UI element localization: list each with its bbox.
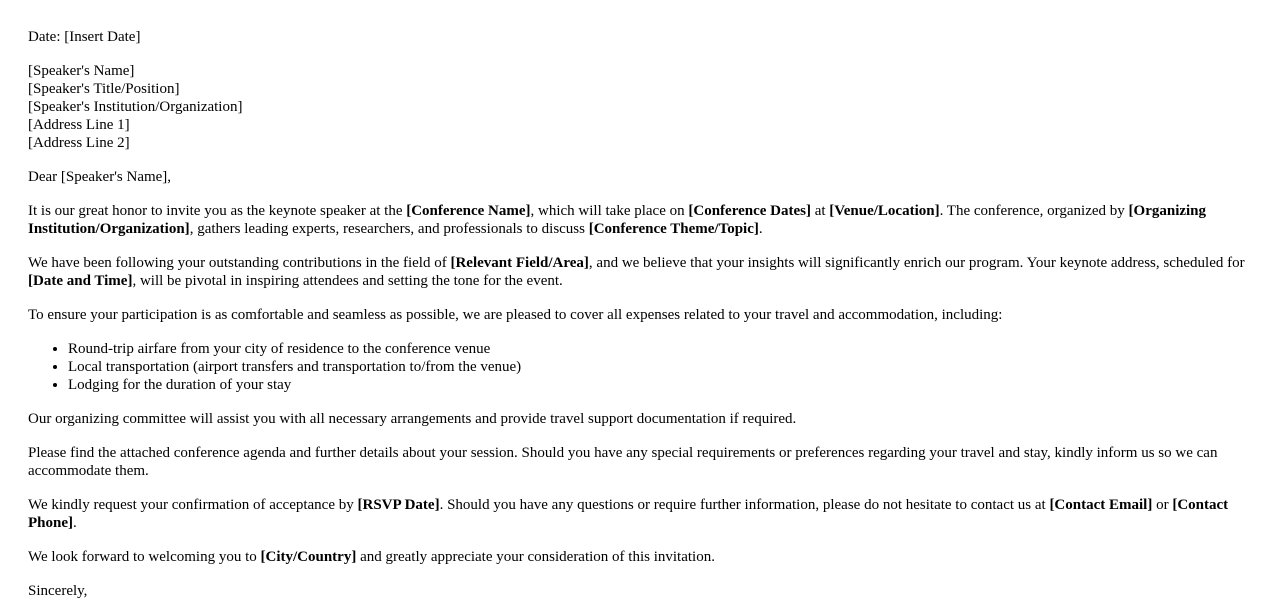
text: . Should you have any questions or require further information, please do not hesitate to contact us at <box>439 497 1050 513</box>
recipient-address <box>28 62 1250 152</box>
text: , which will take place on <box>530 203 689 219</box>
text: We kindly request your confirmation of acceptance by <box>28 497 358 513</box>
text: . <box>73 515 77 531</box>
paragraph-invitation <box>28 202 1250 238</box>
placeholder-theme: [Conference Theme/Topic] <box>588 221 759 237</box>
text: and greatly appreciate your consideration of this invitation. <box>356 549 715 565</box>
text: . The conference, organized by <box>939 203 1129 219</box>
paragraph-contributions <box>28 254 1250 290</box>
text: , will be pivotal in inspiring attendees and setting the tone for the event. <box>132 273 563 289</box>
address-line-2: [Address Line 2] <box>28 135 130 151</box>
address-line-institution: [Speaker's Institution/Organization] <box>28 99 243 115</box>
address-line-title: [Speaker's Title/Position] <box>28 81 180 97</box>
placeholder-rsvp-date: [RSVP Date] <box>357 497 440 513</box>
paragraph-welcome <box>28 548 1250 566</box>
closing: Sincerely, <box>28 583 88 599</box>
text: at <box>810 203 830 219</box>
text: It is our great honor to invite you as the keynote speaker at the <box>28 203 407 219</box>
placeholder-organizer: [Organizing Institution/Organization] <box>28 203 1207 237</box>
paragraph-agenda: Please find the attached conference agenda and further details about your session. Should you have any special requirements or preferences regarding your travel and stay, kindly inform us so we can accommodate them. <box>28 445 1218 479</box>
placeholder-date-time: [Date and Time] <box>28 273 133 289</box>
paragraph-arrangements: Our organizing committee will assist you with all necessary arrangements and provide travel support documentation if required. <box>28 411 797 427</box>
placeholder-contact-email: [Contact Email] <box>1049 497 1153 513</box>
placeholder-conference-dates: [Conference Dates] <box>688 203 811 219</box>
placeholder-venue: [Venue/Location] <box>829 203 940 219</box>
text: or <box>1152 497 1173 513</box>
expenses-list <box>28 340 1250 394</box>
salutation: Dear [Speaker's Name], <box>28 169 172 185</box>
paragraph-expenses-intro: To ensure your participation is as comfortable and seamless as possible, we are pleased to cover all expenses related to your travel and accommodation, including: <box>28 307 1003 323</box>
paragraph-rsvp <box>28 496 1250 532</box>
text: We look forward to welcoming you to <box>28 549 261 565</box>
text: , and we believe that your insights will significantly enrich our program. Your keynote address, scheduled for <box>588 255 1245 271</box>
placeholder-conference-name: [Conference Name] <box>406 203 531 219</box>
address-line-name: [Speaker's Name] <box>28 63 135 79</box>
placeholder-contact-phone: [Contact Phone] <box>28 497 1229 531</box>
list-item: • Local transportation (airport transfers and transportation to/from the venue) <box>68 358 1250 376</box>
placeholder-city-country: [City/Country] <box>260 549 357 565</box>
text: , gathers leading experts, researchers, and professionals to discuss <box>189 221 589 237</box>
text: . <box>758 221 763 237</box>
list-item: • Lodging for the duration of your stay <box>68 376 1250 394</box>
list-item: • Round-trip airfare from your city of residence to the conference venue <box>68 340 1250 358</box>
text: We have been following your outstanding contributions in the field of <box>28 255 451 271</box>
date-line: Date: [Insert Date] <box>28 29 141 45</box>
placeholder-field: [Relevant Field/Area] <box>450 255 589 271</box>
address-line-1: [Address Line 1] <box>28 117 130 133</box>
